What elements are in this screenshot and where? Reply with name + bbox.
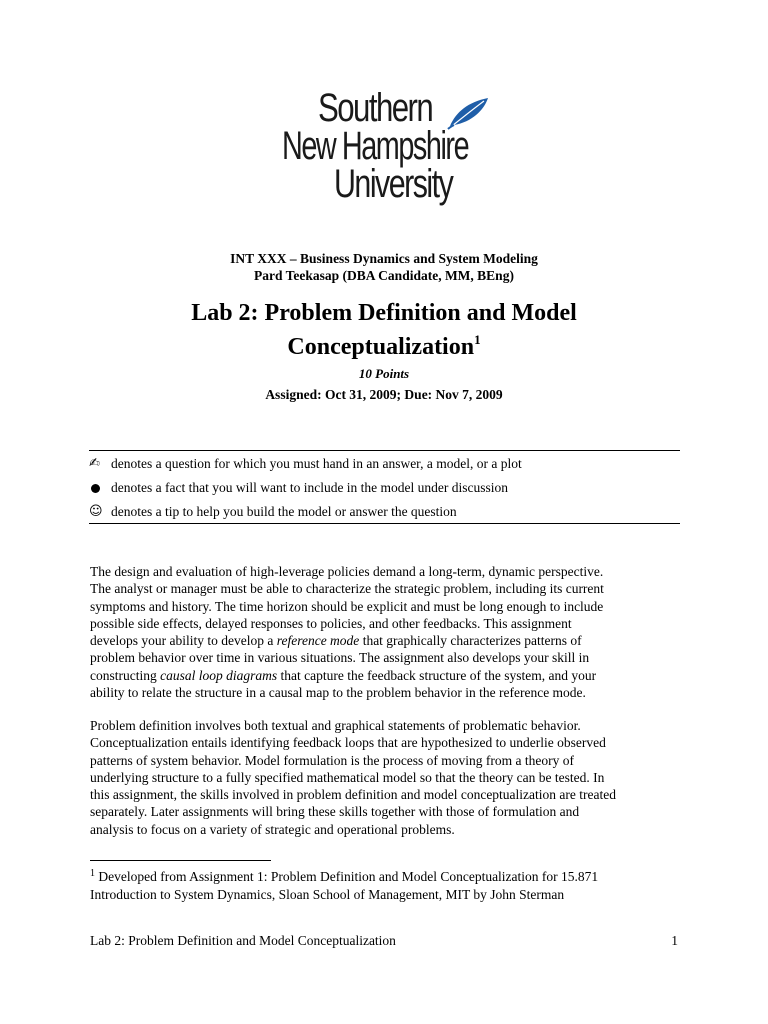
footnote-line [90, 868, 690, 886]
course-title: INT XXX – Business Dynamics and System Modeling [230, 251, 538, 266]
lab-title-line-1: Lab 2: Problem Definition and Model [191, 300, 577, 326]
paragraph-line [90, 667, 690, 684]
paragraph-line: patterns of system behavior. Model formulation is the process of moving from a theory of [90, 752, 575, 768]
smiley-icon: ☺ [89, 504, 103, 519]
paragraph-line: this assignment, the skills involved in problem definition and model conceptualization are treated [90, 787, 616, 803]
footnote [90, 868, 690, 904]
symbol-legend [89, 450, 680, 524]
legend-text: denotes a fact that you will want to include in the model under discussion [111, 480, 509, 495]
footnote-separator [90, 860, 271, 861]
paragraph-line: The analyst or manager must be able to characterize the strategic problem, including its current [90, 581, 604, 597]
text-run: that capture the feedback structure of the system, and your [277, 667, 597, 683]
lab-title-line-2 [0, 332, 768, 362]
legend-row [89, 453, 522, 475]
author-line: Pard Teekasap (DBA Candidate, MM, BEng) [254, 268, 514, 283]
text-run: develops your ability to develop a [90, 633, 277, 649]
paragraph-line [90, 632, 690, 649]
lab-title-text: Conceptualization [287, 334, 475, 360]
paragraph-line: The design and evaluation of high-leverage policies demand a long-term, dynamic perspective. [90, 564, 604, 579]
assigned-due-dates: Assigned: Oct 31, 2009; Due: Nov 7, 2009 [265, 387, 503, 402]
paragraph-line: Conceptualization entails identifying feedback loops that are hypothesized to underlie observed [90, 735, 606, 751]
logo-line-2: New Hampshire [282, 124, 469, 168]
paragraph-line: ability to relate the structure in a causal map to the problem behavior in the reference mode. [90, 685, 586, 701]
logo-line-3: University [334, 162, 453, 206]
legend-text: denotes a tip to help you build the model or answer the question [111, 504, 457, 519]
university-logo [280, 88, 500, 204]
text-run: that graphically characterizes patterns of [359, 633, 582, 649]
footnote-mark: 1 [90, 868, 95, 879]
legend-row [89, 501, 457, 523]
pencil-note-icon: ✍ [89, 456, 100, 471]
title-footnote-mark: 1 [474, 332, 481, 347]
text-run: constructing [90, 667, 161, 683]
problem-definition-paragraph [90, 717, 690, 838]
page-number: 1 [671, 933, 678, 948]
reference-mode-term: reference mode [276, 633, 360, 649]
logo-line-1: Southern [318, 86, 433, 130]
paragraph-line: problem behavior over time in various situations. The assignment also develops your skill in [90, 650, 590, 666]
paragraph-line: analysis to focus on a variety of strategic and operational problems. [90, 821, 455, 837]
intro-paragraph [90, 563, 690, 701]
legend-text: denotes a question for which you must hand in an answer, a model, or a plot [111, 456, 522, 471]
points-label: 10 Points [358, 366, 410, 381]
legend-row [89, 477, 508, 499]
causal-loop-diagrams-term: causal loop diagrams [160, 667, 278, 683]
text-run: Developed from Assignment 1: Problem Definition and Model Conceptualization for 15.871 [95, 869, 599, 884]
paragraph-line: separately. Later assignments will bring these skills together with those of formulation and [90, 804, 580, 820]
paragraph-line: possible side effects, delayed responses to policies, and other feedbacks. This assignment [90, 615, 572, 631]
page-footer-title: Lab 2: Problem Definition and Model Conceptualization [90, 933, 396, 948]
footnote-line: Introduction to System Dynamics, Sloan School of Management, MIT by John Sterman [90, 887, 565, 902]
paragraph-line: Problem definition involves both textual and graphical statements of problematic behavior. [90, 718, 581, 733]
paragraph-line: symptoms and history. The time horizon should be explicit and must be long enough to include [90, 598, 604, 614]
paragraph-line: underlying structure to a fully specified mathematical model so that the theory can be tested. In [90, 769, 605, 785]
